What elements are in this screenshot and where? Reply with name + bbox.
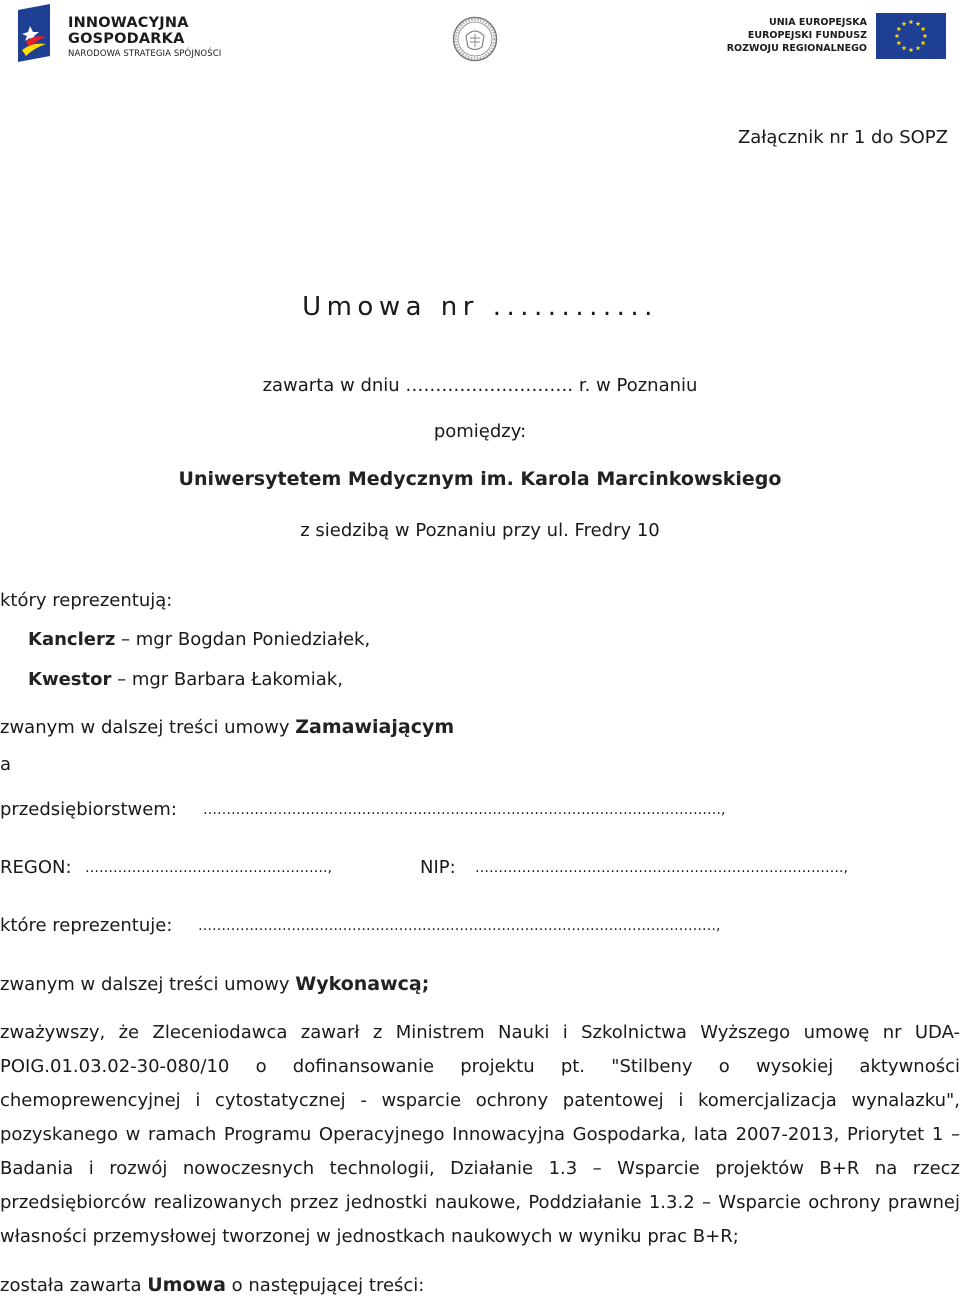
concluded-date-line: zawarta w dniu ………………………. r. w Poznaniu xyxy=(262,375,698,396)
eu-logo-line3: ROZWOJU REGIONALNEGO xyxy=(726,43,867,54)
innowacyjna-gospodarka-logo xyxy=(16,4,222,62)
university-name: Uniwersytetem Medycznym im. Karola Marcinkowskiego xyxy=(178,468,782,490)
and-label: a xyxy=(0,754,12,775)
whereas-paragraph: zważywszy, że Zleceniodawca zawarł z Ministrem Nauki i Szkolnictwa Wyższego umowę nr UDA-POIG.01.03.02-30-080/10 o dofinansowanie projektu pt. "Stilbeny o wysokiej aktywności chemoprewencyjnej i cytostatycznej - wsparcie ochrony patentowej i komercjalizacja wynalazku", pozyskanego w ramach Programu Operacyjnego Innowacyjna Gospodarka, lata 2007-2013, Priorytet 1 – Badania i rozwój nowoczesnych technologii, Działanie 1.3 – Wsparcie projektów B+R na rzecz przedsiębiorców realizowanych przez jednostki naukowe, Poddziałanie 1.3.2 – Wsparcie ochrony prawnej własności przemysłowej tworzonej w jednostkach naukowych w wyniku prac B+R; xyxy=(0,1022,960,1247)
regon-value: ……………………………………………., xyxy=(85,860,332,876)
company-label: przedsiębiorstwem: xyxy=(0,799,177,820)
contractor-line xyxy=(0,973,429,996)
rep-name: – mgr Bogdan Poniedziałek, xyxy=(121,629,371,650)
contractor-prefix: zwanym w dalszej treści umowy xyxy=(0,974,290,995)
company-value: …………………………………………………………………………………………………, xyxy=(203,802,726,818)
company-reps-label: które reprezentuje: xyxy=(0,915,173,936)
ig-logo-line1: INNOWACYJNA xyxy=(68,15,189,31)
closing-name: Umowa xyxy=(147,1274,226,1296)
between-label: pomiędzy: xyxy=(433,421,527,442)
rep-role: Kwestor xyxy=(28,669,112,690)
represented-by-label: który reprezentują: xyxy=(0,590,173,611)
university-seat: z siedzibą w Poznaniu przy ul. Fredry 10 xyxy=(300,520,660,541)
eu-flag-icon xyxy=(876,13,946,59)
representative-chancellor xyxy=(28,629,370,651)
document-title: Umowa nr ............ xyxy=(302,292,658,322)
ordering-party-line xyxy=(0,716,454,739)
ordering-name: Zamawiającym xyxy=(295,716,455,738)
ig-logo-line3: NARODOWA STRATEGIA SPÓJNOŚCI xyxy=(68,49,222,59)
rep-name: – mgr Barbara Łakomiak, xyxy=(117,669,343,690)
eu-logo-line2: EUROPEJSKI FUNDUSZ xyxy=(747,30,867,41)
ordering-prefix: zwanym w dalszej treści umowy xyxy=(0,717,290,738)
closing-suffix: o następującej treści: xyxy=(231,1275,425,1296)
nip-label: NIP: xyxy=(420,857,456,878)
rep-role: Kanclerz xyxy=(28,629,116,650)
university-seal-icon xyxy=(452,16,498,62)
ig-logo-line2: GOSPODARKA xyxy=(68,31,185,47)
contractor-name: Wykonawcą; xyxy=(295,973,430,995)
company-reps-value: …………………………………………………………………………………………………, xyxy=(198,918,721,934)
nip-value: ……………………………………………………………………., xyxy=(475,860,848,876)
closing-prefix: została zawarta xyxy=(0,1275,142,1296)
closing-line xyxy=(0,1274,424,1297)
ig-flag-icon xyxy=(16,4,56,62)
annex-label: Załącznik nr 1 do SOPZ xyxy=(737,127,948,148)
representative-bursar xyxy=(28,669,343,691)
regon-label: REGON: xyxy=(0,857,72,878)
eu-logo-line1: UNIA EUROPEJSKA xyxy=(769,17,867,28)
eu-logo-text xyxy=(727,16,867,55)
